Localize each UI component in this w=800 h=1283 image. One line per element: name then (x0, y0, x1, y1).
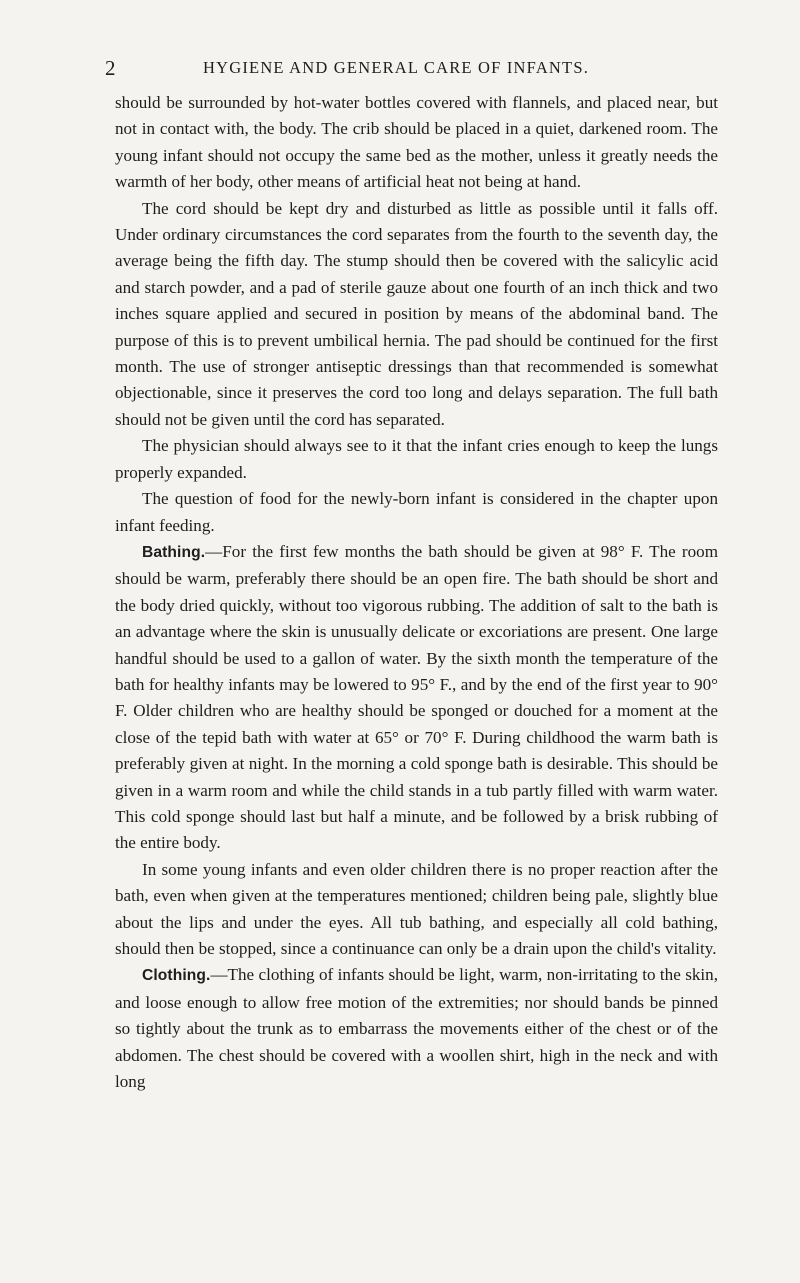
paragraph-food: The question of food for the newly-born infant is considered in the chapter upon infant feeding. (115, 489, 718, 535)
paragraph-continuation: should be surrounded by hot-water bottles covered with flannels, and placed near, but not in contact with, the body. The crib should be placed in a quiet, darkened room. The young infant should not occupy the same bed as the mother, unless it greatly needs the warmth of her body, other means of artificial heat not being at hand. (115, 93, 718, 192)
bathing-text: —For the first few months the bath should be given at 98° F. The room should be warm, preferably there should be an open fire. The bath should be short and the body dried quickly, without too vigorous rubbing. The addition of salt to the bath is an advantage where the skin is unusually delicate or excoriations are present. One large handful should be used to a gallon of water. By the sixth month the temperature of the bath for healthy infants may be lowered to 95° F., and by the end of the first year to 90° F. Older children who are healthy should be sponged or douched for a moment at the close of the tepid bath with water at 65° or 70° F. During childhood the warm bath is preferably given at night. In the morning a cold sponge bath is desirable. This should be given in a warm room and while the child stands in a tub partly filled with warm water. This cold sponge should last but half a minute, and be followed by a brisk rubbing of the entire body. (115, 541, 718, 853)
clothing-text: —The clothing of infants should be light, warm, non-irritating to the skin, and loose enough to allow free motion of the extremities; nor should bands be pinned so tightly about the trunk as to embarrass the movements either of the chest or of the abdomen. The chest should be covered with a woollen shirt, high in the neck and with long (115, 965, 718, 1092)
bathing-heading: Bathing. (142, 543, 206, 561)
paragraph-bathing (115, 539, 718, 857)
body-text (115, 90, 718, 1095)
paragraph-clothing (115, 962, 718, 1095)
paragraph-cord: The cord should be kept dry and disturbed as little as possible until it falls off. Under ordinary circumstances the cord separates from the fourth to the seventh day, the average being the fifth day. The stump should then be covered with the salicylic acid and starch powder, and a pad of sterile gauze about one fourth of an inch thick and two inches square applied and secured in position by means of the abdominal band. The purpose of this is to prevent umbilical hernia. The pad should be continued for the first month. The use of stronger antiseptic dressings than that recommended is somewhat objectionable, since it preserves the cord too long and delays separation. The full bath should not be given until the cord has separated. (115, 198, 718, 429)
running-head (105, 56, 718, 84)
running-title: HYGIENE AND GENERAL CARE OF INFANTS. (203, 58, 590, 77)
paragraph-reaction: In some young infants and even older children there is no proper reaction after the bath, even when given at the temperatures mentioned; children being pale, slightly blue about the lips and under the eyes. All tub bathing, and especially all cold bathing, should then be stopped, since a continuance can only be a drain upon the child's vitality. (115, 859, 718, 958)
clothing-heading: Clothing. (142, 967, 211, 985)
page-number: 2 (105, 56, 116, 80)
paragraph-lungs: The physician should always see to it that the infant cries enough to keep the lungs properly expanded. (115, 436, 718, 482)
book-page (105, 56, 718, 1095)
